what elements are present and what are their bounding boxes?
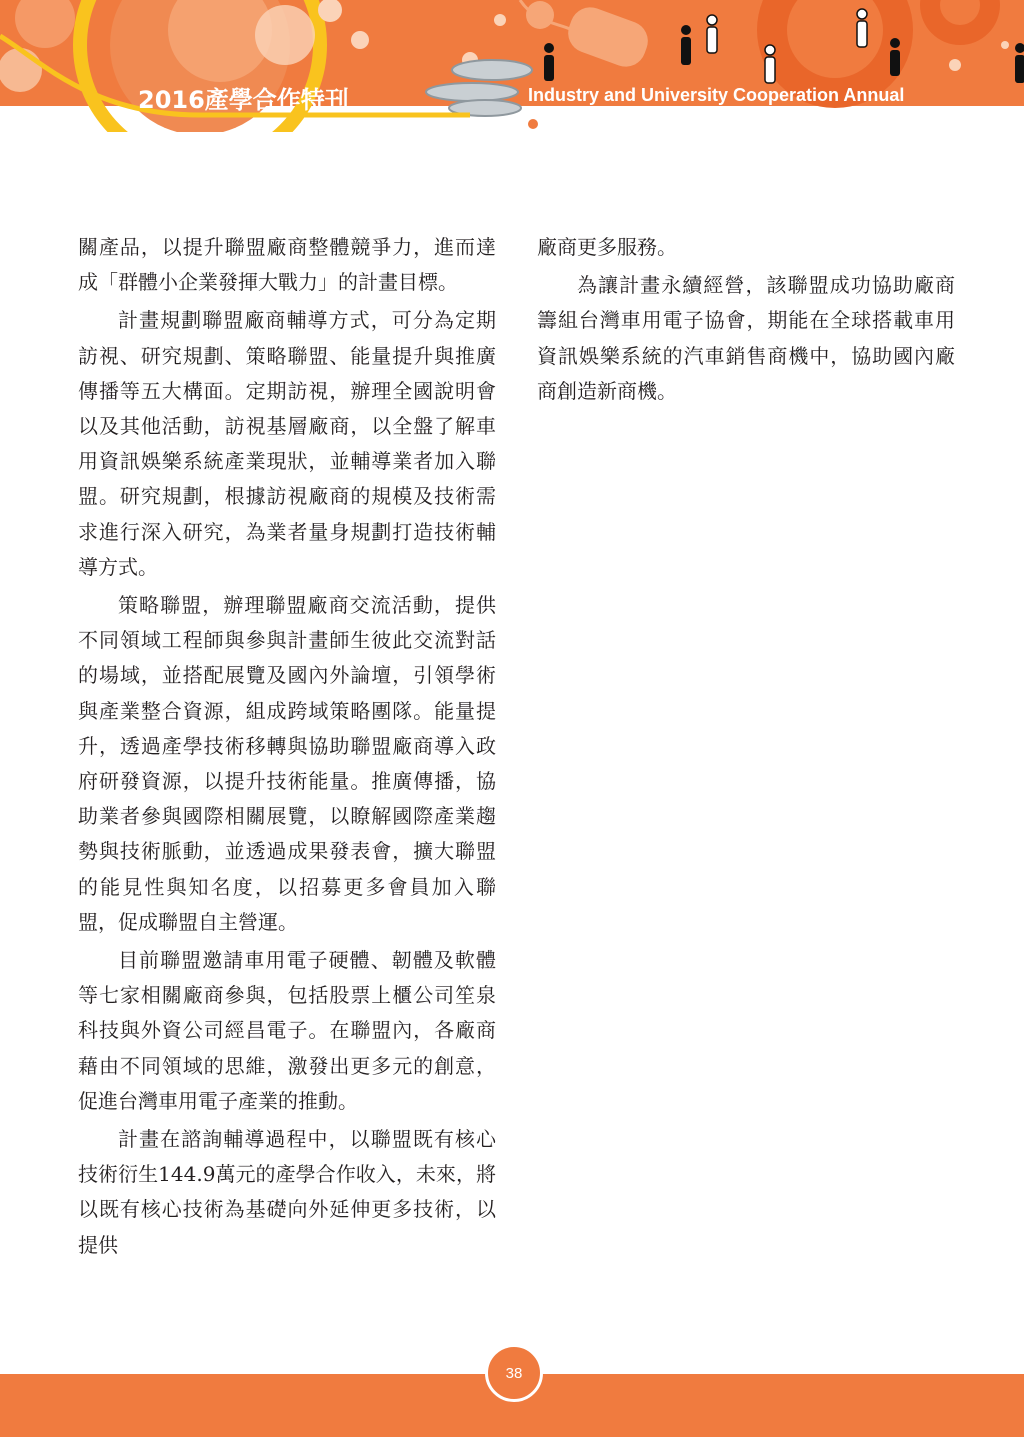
paragraph: 計畫規劃聯盟廠商輔導方式，可分為定期訪視、研究規劃、策略聯盟、能量提升與推廣傳播等五大構面。定期訪視，辦理全國說明會以及其他活動，訪視基層廠商，以全盤了解車用資訊娛樂系統產業現狀，並輔導業者加入聯盟。研究規劃，根據訪視廠商的規模及技術需求進行深入研究，為業者量身規劃打造技術輔導方式。 xyxy=(78,308,496,579)
paragraph: 關產品，以提升聯盟廠商整體競爭力，進而達成「群體小企業發揮大戰力」的計畫目標。 xyxy=(78,235,496,295)
page-number: 38 xyxy=(505,1364,523,1382)
paragraph: 計畫在諮詢輔導過程中，以聯盟既有核心技術衍生144.9萬元的產學合作收入，未來，將以既有核心技術為基礎向外延伸更多技術，以提供 xyxy=(78,1127,496,1257)
paragraph: 為讓計畫永續經營，該聯盟成功協助廠商籌組台灣車用電子協會，期能在全球搭載車用資訊娛樂系統的汽車銷售商機中，協助國內廠商創造新商機。 xyxy=(537,273,955,403)
page-number-badge xyxy=(485,1344,543,1402)
paragraph: 廠商更多服務。 xyxy=(537,235,677,259)
right-text-column xyxy=(537,230,955,409)
header-title-cn: 2016產學合作特刊 xyxy=(138,86,349,114)
header-title-en: Industry and University Cooperation Annual xyxy=(528,85,905,105)
paragraph: 策略聯盟，辦理聯盟廠商交流活動，提供不同領域工程師與參與計畫師生彼此交流對話的場域，並搭配展覽及國內外論壇，引領學術與產業整合資源，組成跨域策略團隊。能量提升，透過產學技術移轉與協助聯盟廠商導入政府研發資源，以提升技術能量。推廣傳播，協助業者參與國際相關展覽，以瞭解國際產業趨勢與技術脈動，並透過成果發表會，擴大聯盟的能見性與知名度，以招募更多會員加入聯盟，促成聯盟自主營運。 xyxy=(78,593,496,934)
left-text-column xyxy=(78,230,496,1263)
paragraph: 目前聯盟邀請車用電子硬體、韌體及軟體等七家相關廠商參與，包括股票上櫃公司笙泉科技與外資公司經昌電子。在聯盟內，各廠商藉由不同領域的思維，激發出更多元的創意，促進台灣車用電子產業的推動。 xyxy=(78,948,496,1113)
page-header xyxy=(0,0,1024,132)
